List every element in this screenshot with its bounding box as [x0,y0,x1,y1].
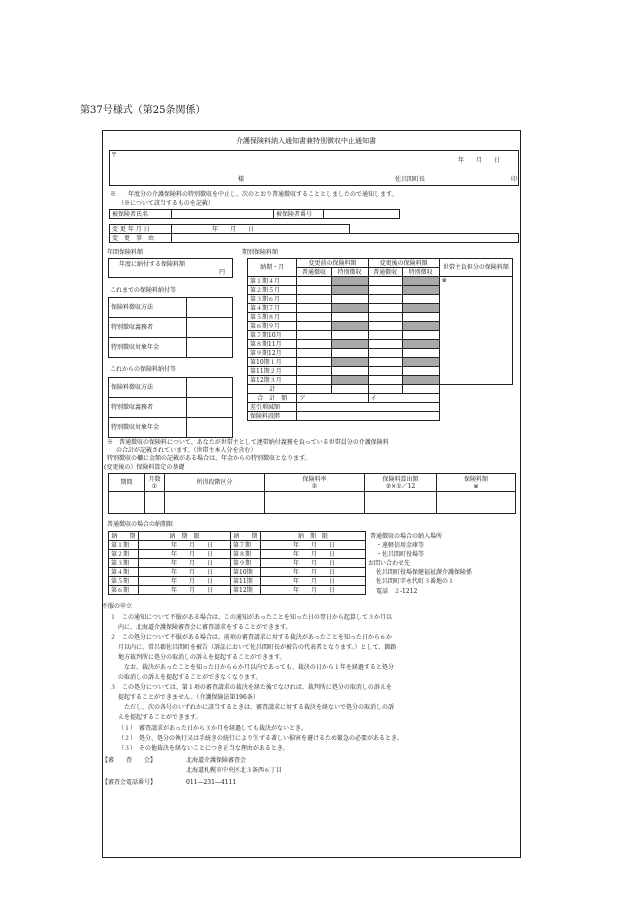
due-period: 第４期 [109,568,139,577]
household-kome: ※ [439,277,512,385]
council-name: 北海道介護保険審査会 [186,757,247,764]
objection-line: １ この通知について不服がある場合は、この通知があったことを知った日の翌日から起算して３か月以 [110,614,392,621]
pay-place: ・遠軽信用金庫等 [376,542,425,549]
period-row-label: 第３期６月 [248,295,297,304]
normal-header: 普通徴収 [368,268,402,277]
due-header: 納 期 [109,532,139,541]
period-table [247,258,513,421]
objection-line: （２） 処分、処分の執行又は手続きの続行により生ずる著しい損害を避けるため緊急の必要があるとき。 [118,735,403,742]
contact-title: お問い合わせ先 [368,560,411,567]
due-period: 第１期 [109,541,139,550]
due-date: 年 月 日 [261,541,366,550]
due-date: 年 月 日 [139,550,231,559]
period-section-title: 期別保険料額 [242,249,279,256]
issue-date: 年 月 日 [458,157,501,164]
address-box [109,150,519,186]
special-header: 特別徴収 [331,268,368,277]
combined-label: 合 計 額 [248,394,297,403]
insured-name-value [172,210,274,219]
due-header: 納 期 限 [261,532,366,541]
normal-header: 普通徴収 [297,268,331,277]
method-row-label: 特別徴収義務者 [109,398,187,418]
due-date: 年 月 日 [261,559,366,568]
due-period: 第９期 [231,559,261,568]
due-date: 年 月 日 [139,577,231,586]
council-phone-label: 【審査会電話番号】 [102,779,157,786]
due-period: 第８期 [231,550,261,559]
method-row-label: 保険料徴収方法 [109,298,187,318]
combined-a: ア [297,394,368,403]
period-header: 納期・月 [248,259,297,277]
period-row-label: 第８期11月 [248,340,297,349]
change-info-table [109,224,519,243]
basis-table [108,473,516,514]
recipient-sama: 様 [238,176,245,183]
before-change-header: 変更前の保険料額 [297,259,368,268]
change-reason-value [172,234,519,243]
council-phone: 011―231―4111 [186,779,237,786]
method-row-label: 特別徴収対象年金 [109,338,187,358]
period-row-label: 第９期12月 [248,349,297,358]
change-reason-label: 変 更 事 由 [110,234,172,243]
period-row-label: 第４期７月 [248,304,297,313]
contact-line: 電話 ２-1212 [376,588,418,595]
due-period: 第10期 [231,568,261,577]
household-head-header: 世帯主負担分の保険料額 [439,259,512,277]
change-date-value: 年 月 日 [172,225,350,234]
postal-mark: 〒 [111,152,118,159]
total-label: 計 [248,385,297,394]
objection-line: ３ この処分については、第１項の審査請求の裁決を経た後でなければ、裁判所に処分の取消しの訴えを [110,684,392,691]
form-number: 第37号様式（第25条関係） [80,105,206,116]
objection-line: なお、裁決があったことを知った日から６か月以内であっても、裁決の日から１年を経過すると処分 [124,664,394,671]
basis-months-header: 月数 ① [145,474,165,492]
basis-rate-header: 保険料率 ② [265,474,365,492]
objection-line: ただし、次の各号のいずれかに該当するときは、審査請求に対する裁決を経ないで処分の取消しの訴 [124,704,395,711]
combined-i: イ [368,394,439,403]
objection-line: えを提起することができます。 [118,714,202,721]
from-now-table [108,377,233,438]
objection-line: （１） 審査請求があった日から３か月を経過しても裁決がないとき。 [118,725,307,732]
due-table [108,531,366,595]
pay-title: 普通徴収の場合の納入場所 [370,533,443,540]
after-change-header: 変更後の保険料額 [368,259,439,268]
diff-label: 差引増減額 [248,403,297,412]
annual-section-title: 年間保険料額 [107,249,144,256]
contact-line: 佐呂間町字永代町３番地の１ [376,578,455,585]
method-row-label: 特別徴収対象年金 [109,418,187,438]
form-title: 介護保険料納入通知書兼特別徴収中止通知書 [236,137,376,145]
due-date: 年 月 日 [139,568,231,577]
due-date: 年 月 日 [261,577,366,586]
period-row-label: 第11期２月 [248,367,297,376]
due-header: 納 期 [231,532,261,541]
objection-line: （３） その他裁決を経ないことにつき正当な理由があるとき。 [118,745,289,752]
insured-number-value [324,210,400,219]
special-header: 特別徴収 [402,268,439,277]
period-row-label: 第２期５月 [248,286,297,295]
due-date: 年 月 日 [261,568,366,577]
objection-line: 地方裁判所に処分の取消しの訴えを提起することができます。 [118,654,286,661]
period-row-label: 第１期４月 [248,277,297,286]
issuer-name: 佐呂間町長 [395,176,426,183]
objection-line: 提起することができません。（介護保険法第196条） [118,694,259,701]
objection-line: 月以内に、常呂郡佐呂間町を被告（訴訟において佐呂間町長が被告の代表者となります。）として、釧路 [118,644,397,651]
premium-stage-label: 保険料段階 [248,412,297,421]
objection-line: の取消しの訴えを提起することができなくなります。 [118,674,262,681]
due-period: 第６期 [109,586,139,595]
due-date: 年 月 日 [261,586,366,595]
period-row-label: 第７期10月 [248,331,297,340]
period-row-label: 第５期８月 [248,313,297,322]
basis-period-header: 期間 [109,474,145,492]
insured-number-label: 被保険者番号 [274,210,324,219]
due-period: 第３期 [109,559,139,568]
basis-title: (変更後の）保険料算定の基礎 [104,464,185,471]
basis-calc-header: 保険料算出額 ②×①／12 [365,474,437,492]
method-row-label: 特別徴収義務者 [109,318,187,338]
basis-income-header: 所得段階区分 [165,474,265,492]
due-title: 普通徴収の場合の納期限 [107,521,174,528]
due-period: 第２期 [109,550,139,559]
objection-line: ２ この処分について不服がある場合は、前項の審査請求に対する裁決があったことを知った日から６か [110,634,392,641]
change-date-label: 変 更 年 月 日 [110,225,172,234]
due-period: 第５期 [109,577,139,586]
note2: 特別徴収の欄に金額の記載がある場合は、年金からの特別徴収となります。 [107,455,311,462]
objection-title: 不服の申立 [102,603,133,610]
due-period: 第11期 [231,577,261,586]
council-address: 北海道札幌市中央区北３条西６丁目 [186,767,283,774]
due-date: 年 月 日 [261,550,366,559]
intro-text: ※ 年度分の介護保険料の特別徴収を中止し、次のとおり普通徴収することとしましたので通知します。 [110,191,398,198]
period-row-label: 第10期１月 [248,358,297,367]
until-now-table [108,297,233,358]
due-period: 第７期 [231,541,261,550]
pay-place: ・佐呂間町役場等 [376,551,425,558]
seal-mark: 印 [511,176,518,183]
intro-note: （※について該当するものを記載） [118,200,214,207]
due-date: 年 月 日 [139,586,231,595]
note1: ※ 普通徴収の保険料について、あなたが世帯主として連帯納付義務を負っている世帯員分の介護保険料 [107,439,389,446]
period-row-label: 第６期９月 [248,322,297,331]
objection-line: 内に、北海道介護保険審査会に審査請求をすることができます。 [118,624,292,631]
until-now-title: これまでの保険料納付等 [110,287,177,294]
insured-name-label: 被保険者氏名 [110,210,172,219]
annual-label: 年度に納付する保険料額 [119,261,186,268]
council-label: 【審 査 会】 [102,757,157,764]
period-row-label: 第12期３月 [248,376,297,385]
annual-unit: 円 [219,269,226,276]
contact-line: 佐呂間町役場保健福祉課介護保険係 [376,569,473,576]
due-date: 年 月 日 [139,559,231,568]
basis-amount-header: 保険料額 ※ [437,474,516,492]
method-row-label: 保険料徴収方法 [109,378,187,398]
due-period: 第12期 [231,586,261,595]
from-now-title: これからの保険料納付等 [110,366,177,373]
due-date: 年 月 日 [139,541,231,550]
insured-info-table [109,209,519,219]
due-header: 納 期 限 [139,532,231,541]
note1b: の合計が記載されています。（世帯主本人分を含む） [116,447,257,454]
